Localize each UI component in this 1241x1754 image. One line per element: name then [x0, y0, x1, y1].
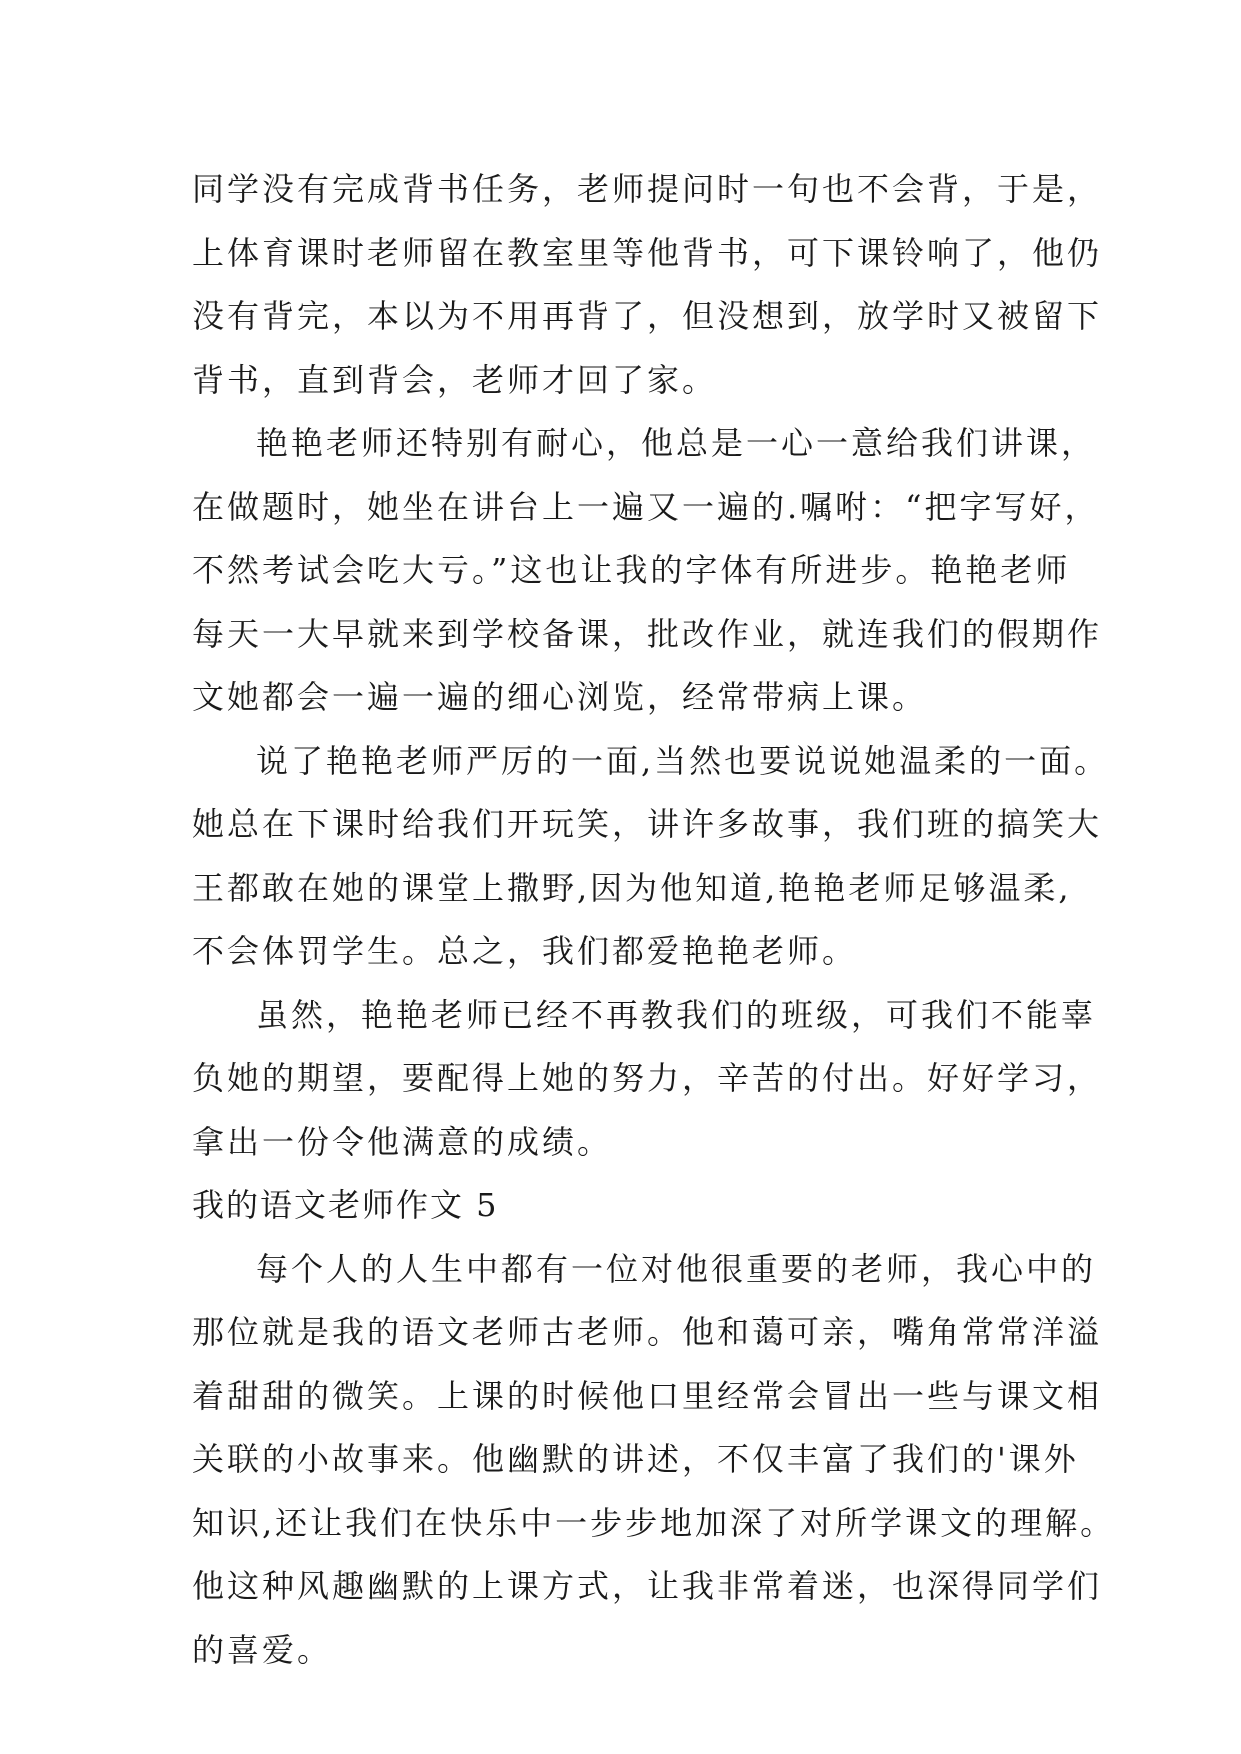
paragraph-1: [192, 158, 1103, 412]
paragraph-3: [192, 730, 1110, 984]
text-line: 同学没有完成背书任务，老师提问时一句也不会背，于是，: [192, 170, 1103, 208]
text-line: 她总在下课时给我们开玩笑，讲许多故事，我们班的搞笑大: [192, 805, 1103, 843]
text-line: 背书，直到背会，老师才回了家。: [192, 360, 718, 399]
text-line: 说了艳艳老师严厉的一面,当然也要说说她温柔的一面。: [256, 741, 1110, 780]
text-line: 关联的小故事来。他幽默的讲述，不仅丰富了我们的'课外: [192, 1440, 1079, 1478]
text-line: 着甜甜的微笑。上课的时候他口里经常会冒出一些与课文相: [192, 1376, 1103, 1415]
text-line: 文她都会一遍一遍的细心浏览，经常带病上课。: [192, 678, 928, 716]
text-line: 虽然，艳艳老师已经不再教我们的班级，可我们不能辜: [256, 995, 1097, 1034]
text-line: 没有背完，本以为不用再背了，但没想到，放学时又被留下: [192, 297, 1103, 335]
text-line: 的喜爱。: [192, 1630, 333, 1669]
text-line: 每天一大早就来到学校备课，批改作业，就连我们的假期作: [192, 614, 1103, 653]
text-line: 上体育课时老师留在教室里等他背书，可下课铃响了，他仍: [192, 233, 1103, 272]
text-line: 知识,还让我们在快乐中一步步地加深了对所学课文的理解。: [192, 1503, 1116, 1542]
document-body: [192, 158, 1116, 1682]
text-line: 不然考试会吃大亏。”这也让我的字体有所进步。艳艳老师: [192, 551, 1071, 589]
text-line: 每个人的人生中都有一位对他很重要的老师，我心中的: [256, 1249, 1097, 1288]
text-line: 不会体罚学生。总之，我们都爱艳艳老师。: [192, 932, 858, 970]
paragraph-4: [192, 984, 1103, 1175]
text-line: 拿出一份令他满意的成绩。: [192, 1122, 613, 1161]
text-line: 负她的期望，要配得上她的努力，辛苦的付出。好好学习，: [192, 1059, 1103, 1097]
paragraph-5: [192, 1238, 1116, 1683]
paragraph-2: [192, 412, 1103, 730]
text-line: 那位就是我的语文老师古老师。他和蔼可亲，嘴角常常洋溢: [192, 1313, 1103, 1351]
text-line: 他这种风趣幽默的上课方式，让我非常着迷，也深得同学们: [192, 1567, 1103, 1605]
text-line: 王都敢在她的课堂上撒野,因为他知道,艳艳老师足够温柔,: [192, 868, 1072, 907]
text-line: 在做题时，她坐在讲台上一遍又一遍的.嘱咐：“把字写好，: [192, 487, 1100, 526]
section-heading: 我的语文老师作文 5: [192, 1186, 499, 1224]
text-line: 艳艳老师还特别有耐心，他总是一心一意给我们讲课，: [256, 424, 1097, 462]
